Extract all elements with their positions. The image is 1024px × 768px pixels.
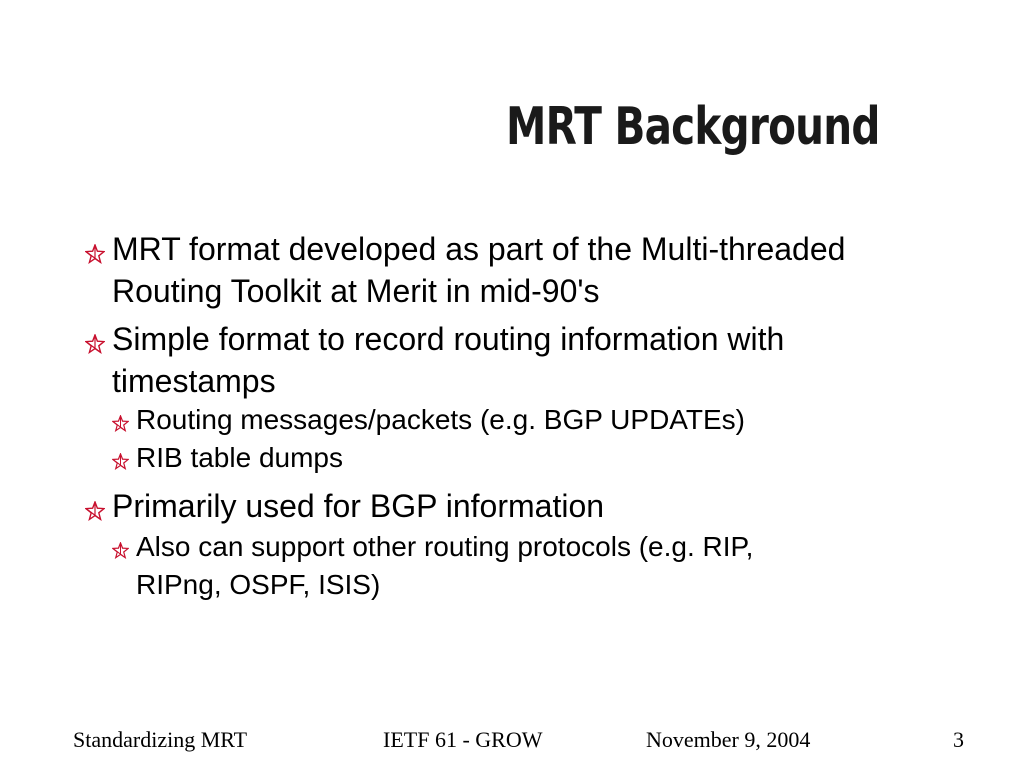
bullet-text: timestamps [112,363,276,399]
bullet-text: RIPng, OSPF, ISIS) [136,569,381,600]
star-icon [112,453,129,470]
bullet-item [112,318,784,402]
sub-bullet-item [136,439,343,477]
sub-bullet-item [136,528,753,604]
footer-presentation-title: Standardizing MRT [73,727,248,752]
bullet-text: RIB table dumps [136,442,343,473]
bullet-text: Also can support other routing protocols (e.g. RIP, [136,531,754,562]
bullet-text: Routing messages/packets (e.g. BGP UPDATEs) [136,404,745,435]
bullet-text: Simple format to record routing information with [112,321,785,357]
footer-event: IETF 61 - GROW [383,727,543,752]
star-icon [85,244,105,264]
bullet-text: Routing Toolkit at Merit in mid-90's [112,273,600,309]
bullet-text: Primarily used for BGP information [112,488,605,524]
star-icon [112,542,129,559]
sub-bullet-item [136,401,745,439]
slide-title: MRT Background [506,97,880,157]
bullet-text: MRT format developed as part of the Multi-threaded [112,231,846,267]
star-icon [112,415,129,432]
footer-page-number: 3 [953,727,964,752]
footer-date: November 9, 2004 [646,727,811,752]
star-icon [85,334,105,354]
bullet-item [112,485,604,527]
star-icon [85,501,105,521]
bullet-item [112,228,845,312]
